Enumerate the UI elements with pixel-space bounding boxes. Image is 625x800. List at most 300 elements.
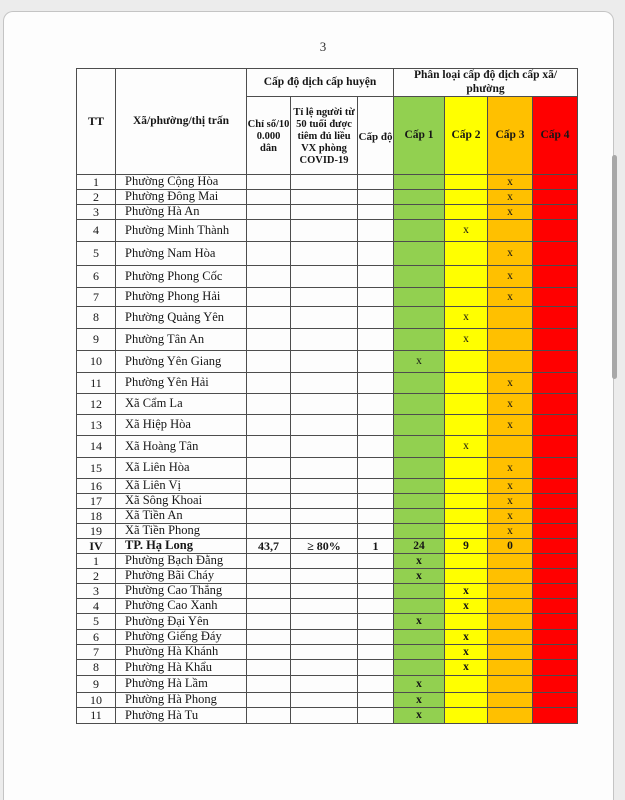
cell-level-3	[488, 307, 533, 329]
cell-cap-do	[358, 693, 394, 708]
cell-tt: 9	[77, 329, 116, 351]
cell-ti-le	[291, 708, 358, 724]
cell-level-2	[445, 373, 488, 394]
cell-cap-do	[358, 584, 394, 599]
cell-ward-name: Phường Cao Xanh	[116, 599, 247, 614]
cell-level-2: x	[445, 329, 488, 351]
cell-level-2	[445, 205, 488, 220]
cell-level-1: x	[394, 614, 445, 630]
cell-tt: 18	[77, 509, 116, 524]
cell-level-1	[394, 205, 445, 220]
cell-ward-name: Xã Hoàng Tân	[116, 436, 247, 458]
cell-level-1	[394, 266, 445, 288]
cell-chi-so	[247, 708, 291, 724]
cell-ward-name: Phường Hà Tu	[116, 708, 247, 724]
cell-level-4	[533, 509, 578, 524]
table-row	[77, 220, 578, 242]
cell-cap-do	[358, 509, 394, 524]
cell-ward-name: Phường Hà Lầm	[116, 676, 247, 693]
cell-level-1	[394, 458, 445, 479]
cell-level-4	[533, 329, 578, 351]
cell-level-3	[488, 329, 533, 351]
cell-tt: 2	[77, 569, 116, 584]
cell-tt: 3	[77, 205, 116, 220]
cell-level-3: x	[488, 175, 533, 190]
cell-tt: 5	[77, 242, 116, 266]
header-chi-so: Chỉ số/10 0.000 dân	[247, 97, 291, 175]
cell-chi-so	[247, 220, 291, 242]
cell-chi-so	[247, 599, 291, 614]
header-cap-3: Cấp 3	[488, 97, 533, 175]
cell-level-4	[533, 266, 578, 288]
cell-cap-do	[358, 205, 394, 220]
table-row	[77, 524, 578, 539]
cell-chi-so	[247, 329, 291, 351]
cell-chi-so	[247, 693, 291, 708]
cell-level-1	[394, 288, 445, 307]
cell-level-2: x	[445, 307, 488, 329]
cell-ti-le	[291, 394, 358, 415]
table-row	[77, 584, 578, 599]
header-district-group: Cấp độ dịch cấp huyện	[247, 69, 394, 97]
cell-chi-so	[247, 614, 291, 630]
cell-ti-le: ≥ 80%	[291, 539, 358, 554]
cell-level-4	[533, 630, 578, 645]
cell-level-3: x	[488, 190, 533, 205]
cell-tt: 11	[77, 373, 116, 394]
cell-ward-name: Phường Yên Giang	[116, 351, 247, 373]
cell-chi-so	[247, 458, 291, 479]
cell-level-2: x	[445, 599, 488, 614]
table-row	[77, 175, 578, 190]
cell-level-2	[445, 288, 488, 307]
table-row	[77, 708, 578, 724]
table-row	[77, 645, 578, 660]
cell-ward-name: Phường Đông Mai	[116, 190, 247, 205]
cell-level-3	[488, 569, 533, 584]
cell-ti-le	[291, 569, 358, 584]
cell-cap-do	[358, 524, 394, 539]
cell-ward-name: Phường Bạch Đằng	[116, 554, 247, 569]
cell-chi-so	[247, 415, 291, 436]
header-cap-do: Cấp độ	[358, 97, 394, 175]
cell-level-2: x	[445, 436, 488, 458]
cell-level-3	[488, 693, 533, 708]
cell-chi-so	[247, 288, 291, 307]
cell-tt: 6	[77, 630, 116, 645]
cell-level-3	[488, 708, 533, 724]
cell-chi-so	[247, 266, 291, 288]
cell-tt: 8	[77, 660, 116, 676]
cell-level-4	[533, 458, 578, 479]
cell-level-4	[533, 351, 578, 373]
cell-ward-name: Phường Nam Hòa	[116, 242, 247, 266]
header-cap-4: Cấp 4	[533, 97, 578, 175]
cell-level-4	[533, 584, 578, 599]
cell-level-1	[394, 584, 445, 599]
cell-ward-name: Xã Hiệp Hòa	[116, 415, 247, 436]
cell-ward-name: Phường Phong Cốc	[116, 266, 247, 288]
cell-level-2	[445, 458, 488, 479]
cell-level-2	[445, 614, 488, 630]
cell-tt: IV	[77, 539, 116, 554]
cell-level-3: x	[488, 415, 533, 436]
cell-level-3: x	[488, 494, 533, 509]
cell-chi-so	[247, 351, 291, 373]
covid-level-table	[76, 68, 578, 724]
cell-level-3	[488, 584, 533, 599]
cell-ti-le	[291, 288, 358, 307]
cell-level-1	[394, 436, 445, 458]
header-ward: Xã/phường/thị trấn	[116, 69, 247, 175]
cell-ti-le	[291, 676, 358, 693]
cell-tt: 5	[77, 614, 116, 630]
cell-level-2	[445, 415, 488, 436]
cell-ti-le	[291, 415, 358, 436]
cell-ti-le	[291, 630, 358, 645]
cell-level-2	[445, 554, 488, 569]
cell-level-4	[533, 539, 578, 554]
cell-cap-do	[358, 676, 394, 693]
cell-ward-name: Xã Liên Hòa	[116, 458, 247, 479]
cell-ti-le	[291, 329, 358, 351]
cell-ward-name: Phường Hà Khẩu	[116, 660, 247, 676]
cell-chi-so	[247, 645, 291, 660]
table-row	[77, 599, 578, 614]
cell-level-4	[533, 242, 578, 266]
cell-level-1	[394, 394, 445, 415]
cell-level-2: x	[445, 660, 488, 676]
cell-cap-do	[358, 614, 394, 630]
cell-chi-so	[247, 190, 291, 205]
cell-level-1	[394, 509, 445, 524]
cell-ti-le	[291, 458, 358, 479]
table-row	[77, 307, 578, 329]
cell-level-1	[394, 175, 445, 190]
cell-cap-do	[358, 394, 394, 415]
cell-cap-do	[358, 242, 394, 266]
cell-level-4	[533, 554, 578, 569]
cell-ward-name: Phường Quảng Yên	[116, 307, 247, 329]
table-row	[77, 554, 578, 569]
cell-level-2	[445, 351, 488, 373]
cell-level-3: x	[488, 524, 533, 539]
cell-level-3: x	[488, 394, 533, 415]
cell-level-2	[445, 524, 488, 539]
cell-level-4	[533, 708, 578, 724]
cell-ti-le	[291, 373, 358, 394]
cell-level-1: x	[394, 676, 445, 693]
cell-tt: 1	[77, 554, 116, 569]
cell-ward-name: Phường Đại Yên	[116, 614, 247, 630]
cell-tt: 4	[77, 599, 116, 614]
cell-ti-le	[291, 242, 358, 266]
cell-level-4	[533, 569, 578, 584]
cell-level-1: x	[394, 569, 445, 584]
cell-level-4	[533, 307, 578, 329]
table-row	[77, 436, 578, 458]
cell-cap-do	[358, 436, 394, 458]
table-row	[77, 415, 578, 436]
cell-level-2	[445, 175, 488, 190]
cell-tt: 10	[77, 693, 116, 708]
cell-tt: 6	[77, 266, 116, 288]
table-row	[77, 479, 578, 494]
cell-level-2	[445, 242, 488, 266]
table-row	[77, 676, 578, 693]
table-row	[77, 205, 578, 220]
cell-level-3	[488, 554, 533, 569]
cell-level-4	[533, 660, 578, 676]
cell-level-3	[488, 599, 533, 614]
table-row	[77, 329, 578, 351]
cell-level-1	[394, 645, 445, 660]
cell-ward-name: Phường Giếng Đáy	[116, 630, 247, 645]
cell-cap-do	[358, 660, 394, 676]
header-tt: TT	[77, 69, 116, 175]
cell-tt: 4	[77, 220, 116, 242]
cell-level-1	[394, 660, 445, 676]
cell-level-3: x	[488, 288, 533, 307]
cell-ti-le	[291, 190, 358, 205]
cell-level-1	[394, 329, 445, 351]
cell-chi-so	[247, 205, 291, 220]
scrollbar-thumb[interactable]	[612, 155, 617, 379]
cell-ward-name: Phường Hà Phong	[116, 693, 247, 708]
cell-level-2	[445, 708, 488, 724]
table-row	[77, 373, 578, 394]
cell-cap-do	[358, 307, 394, 329]
cell-ti-le	[291, 584, 358, 599]
cell-tt: 8	[77, 307, 116, 329]
cell-level-1: x	[394, 554, 445, 569]
cell-tt: 7	[77, 645, 116, 660]
table-header-row-1	[77, 69, 578, 97]
cell-chi-so	[247, 584, 291, 599]
cell-ward-name: Xã Cẩm La	[116, 394, 247, 415]
cell-chi-so	[247, 175, 291, 190]
cell-level-1	[394, 220, 445, 242]
cell-cap-do	[358, 329, 394, 351]
cell-level-3: x	[488, 373, 533, 394]
cell-level-3: x	[488, 479, 533, 494]
cell-cap-do	[358, 288, 394, 307]
cell-level-2	[445, 266, 488, 288]
cell-tt: 13	[77, 415, 116, 436]
cell-level-2	[445, 190, 488, 205]
cell-level-4	[533, 373, 578, 394]
header-ti-le: Tỉ lệ người từ 50 tuổi được tiêm đủ liều VX phòng COVID-19	[291, 97, 358, 175]
table-row	[77, 660, 578, 676]
cell-level-4	[533, 693, 578, 708]
cell-level-1	[394, 494, 445, 509]
cell-ti-le	[291, 599, 358, 614]
cell-ward-name: Phường Tân An	[116, 329, 247, 351]
cell-level-2: x	[445, 220, 488, 242]
cell-chi-so	[247, 394, 291, 415]
cell-chi-so	[247, 242, 291, 266]
cell-level-1	[394, 242, 445, 266]
cell-ti-le	[291, 307, 358, 329]
cell-level-4	[533, 614, 578, 630]
cell-level-4	[533, 645, 578, 660]
cell-level-3	[488, 351, 533, 373]
cell-level-2	[445, 479, 488, 494]
cell-ward-name: Xã Tiền Phong	[116, 524, 247, 539]
cell-tt: 12	[77, 394, 116, 415]
cell-ti-le	[291, 660, 358, 676]
cell-level-2: x	[445, 645, 488, 660]
cell-tt: 17	[77, 494, 116, 509]
cell-cap-do	[358, 220, 394, 242]
cell-level-2	[445, 494, 488, 509]
table-row	[77, 394, 578, 415]
cell-level-1	[394, 307, 445, 329]
cell-ti-le	[291, 175, 358, 190]
cell-level-2	[445, 676, 488, 693]
cell-level-2	[445, 394, 488, 415]
cell-cap-do	[358, 415, 394, 436]
cell-ti-le	[291, 645, 358, 660]
cell-level-3: 0	[488, 539, 533, 554]
cell-level-3	[488, 645, 533, 660]
cell-level-4	[533, 220, 578, 242]
cell-ward-name: Xã Sông Khoai	[116, 494, 247, 509]
cell-chi-so	[247, 479, 291, 494]
cell-tt: 16	[77, 479, 116, 494]
cell-ti-le	[291, 509, 358, 524]
cell-level-3	[488, 660, 533, 676]
cell-chi-so	[247, 676, 291, 693]
table-row	[77, 351, 578, 373]
cell-tt: 14	[77, 436, 116, 458]
table-body	[77, 175, 578, 724]
cell-ward-name: Xã Liên Vị	[116, 479, 247, 494]
cell-cap-do	[358, 175, 394, 190]
cell-level-3: x	[488, 458, 533, 479]
cell-ward-name: Phường Phong Hải	[116, 288, 247, 307]
cell-ti-le	[291, 220, 358, 242]
cell-chi-so	[247, 307, 291, 329]
cell-ward-name: Phường Minh Thành	[116, 220, 247, 242]
cell-level-1	[394, 630, 445, 645]
cell-level-4	[533, 436, 578, 458]
cell-tt: 11	[77, 708, 116, 724]
cell-ti-le	[291, 494, 358, 509]
cell-chi-so	[247, 436, 291, 458]
cell-level-1: x	[394, 351, 445, 373]
cell-chi-so	[247, 569, 291, 584]
table-row	[77, 190, 578, 205]
cell-level-4	[533, 190, 578, 205]
header-ward-group: Phân loại cấp độ dịch cấp xã/ phường	[394, 69, 578, 97]
cell-level-3	[488, 676, 533, 693]
cell-level-3: x	[488, 242, 533, 266]
cell-ward-name: Phường Cao Thắng	[116, 584, 247, 599]
cell-chi-so	[247, 524, 291, 539]
cell-ward-name: TP. Hạ Long	[116, 539, 247, 554]
cell-cap-do: 1	[358, 539, 394, 554]
cell-level-3	[488, 436, 533, 458]
table-row	[77, 630, 578, 645]
cell-level-2	[445, 693, 488, 708]
cell-ward-name: Phường Cộng Hòa	[116, 175, 247, 190]
cell-level-1: 24	[394, 539, 445, 554]
cell-level-1: x	[394, 693, 445, 708]
cell-level-3	[488, 614, 533, 630]
cell-ward-name: Phường Yên Hải	[116, 373, 247, 394]
cell-cap-do	[358, 645, 394, 660]
cell-chi-so	[247, 630, 291, 645]
cell-level-4	[533, 494, 578, 509]
cell-level-3	[488, 630, 533, 645]
cell-level-4	[533, 479, 578, 494]
cell-level-4	[533, 175, 578, 190]
cell-level-3: x	[488, 205, 533, 220]
table-row	[77, 614, 578, 630]
table-row	[77, 569, 578, 584]
cell-cap-do	[358, 373, 394, 394]
table-row	[77, 458, 578, 479]
cell-tt: 19	[77, 524, 116, 539]
cell-level-2: x	[445, 584, 488, 599]
table-row	[77, 288, 578, 307]
table-row	[77, 266, 578, 288]
cell-tt: 2	[77, 190, 116, 205]
cell-ti-le	[291, 205, 358, 220]
header-cap-1: Cấp 1	[394, 97, 445, 175]
cell-tt: 15	[77, 458, 116, 479]
cell-tt: 7	[77, 288, 116, 307]
cell-chi-so	[247, 509, 291, 524]
cell-tt: 9	[77, 676, 116, 693]
cell-cap-do	[358, 479, 394, 494]
cell-level-3: x	[488, 266, 533, 288]
table-row	[77, 693, 578, 708]
cell-ward-name: Xã Tiền An	[116, 509, 247, 524]
cell-cap-do	[358, 708, 394, 724]
cell-level-4	[533, 599, 578, 614]
cell-level-1	[394, 373, 445, 394]
cell-cap-do	[358, 458, 394, 479]
cell-cap-do	[358, 569, 394, 584]
cell-chi-so	[247, 373, 291, 394]
cell-level-2: 9	[445, 539, 488, 554]
cell-cap-do	[358, 630, 394, 645]
cell-ward-name: Phường Hà An	[116, 205, 247, 220]
cell-cap-do	[358, 599, 394, 614]
cell-level-1	[394, 524, 445, 539]
header-cap-2: Cấp 2	[445, 97, 488, 175]
cell-level-2	[445, 569, 488, 584]
cell-ward-name: Phường Hà Khánh	[116, 645, 247, 660]
cell-level-4	[533, 524, 578, 539]
cell-level-1	[394, 599, 445, 614]
cell-level-1	[394, 479, 445, 494]
cell-ti-le	[291, 524, 358, 539]
cell-ti-le	[291, 554, 358, 569]
cell-ti-le	[291, 266, 358, 288]
table-row	[77, 242, 578, 266]
cell-level-4	[533, 676, 578, 693]
cell-tt: 3	[77, 584, 116, 599]
cell-tt: 1	[77, 175, 116, 190]
cell-tt: 10	[77, 351, 116, 373]
cell-level-2	[445, 509, 488, 524]
cell-level-1	[394, 190, 445, 205]
cell-cap-do	[358, 351, 394, 373]
cell-ti-le	[291, 479, 358, 494]
